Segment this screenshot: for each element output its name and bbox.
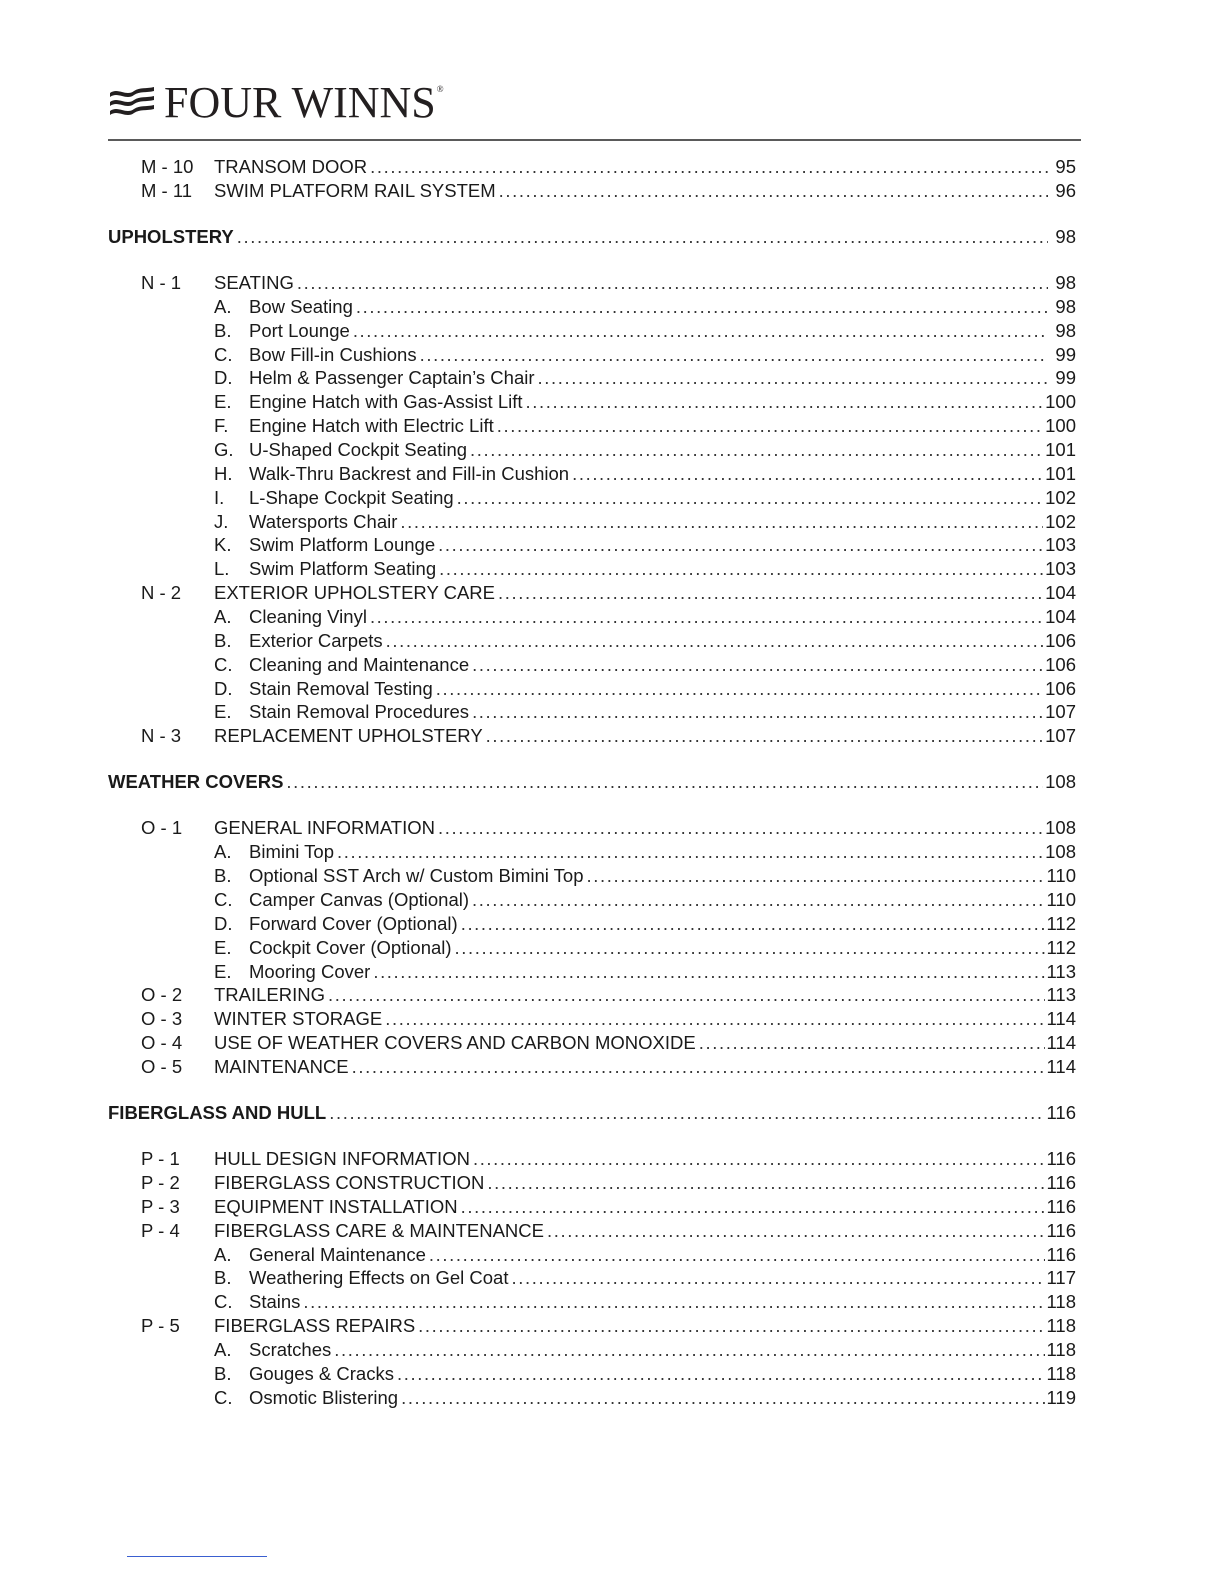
toc-entry-title-wrap xyxy=(214,725,483,747)
toc-entry-title: WINTER STORAGE xyxy=(214,1008,383,1030)
toc-dot-leader xyxy=(498,582,1043,604)
toc-entry-code: P - 5 xyxy=(141,1315,180,1337)
toc-dot-leader xyxy=(587,865,1045,887)
toc-page-number: 116 xyxy=(1046,1172,1076,1193)
toc-entry-title: Osmotic Blistering xyxy=(249,1386,399,1408)
toc-entry[interactable] xyxy=(108,558,1076,582)
toc-entry-letter: I. xyxy=(214,486,225,508)
toc-entry-title: Stain Removal Testing xyxy=(249,677,433,699)
toc-entry[interactable] xyxy=(108,701,1076,725)
toc-entry-title: REPLACEMENT UPHOLSTERY xyxy=(214,725,483,747)
toc-entry-title-wrap xyxy=(214,1339,331,1361)
toc-entry-title-wrap xyxy=(214,913,458,935)
toc-entry-code: O - 4 xyxy=(141,1032,183,1054)
toc-entry-title-wrap xyxy=(214,463,569,485)
toc-dot-leader xyxy=(436,678,1043,700)
toc-entry-title: FIBERGLASS CONSTRUCTION xyxy=(214,1172,485,1193)
toc-entry-title: Bow Fill-in Cushions xyxy=(249,343,417,365)
toc-entry-title: U-Shaped Cockpit Seating xyxy=(249,439,468,460)
toc-dot-leader xyxy=(401,1387,1044,1409)
toc-dot-leader xyxy=(455,937,1045,959)
toc-entry-title-wrap xyxy=(108,771,283,793)
toc-page-number: 98 xyxy=(1055,319,1076,341)
toc-entry-title: Helm & Passenger Captain’s Chair xyxy=(249,367,535,389)
toc-entry[interactable] xyxy=(108,1008,1076,1032)
toc-entry[interactable] xyxy=(108,841,1076,865)
toc-dot-leader xyxy=(353,320,1048,342)
toc-entry-title-wrap xyxy=(214,1032,696,1054)
toc-dot-leader xyxy=(497,415,1043,437)
toc-entry-letter: F. xyxy=(214,415,229,437)
toc-entry[interactable] xyxy=(108,463,1076,487)
toc-dot-leader xyxy=(547,1220,1045,1242)
toc-entry-title: EXTERIOR UPHOLSTERY CARE xyxy=(214,582,495,604)
toc-entry-letter: C. xyxy=(214,343,233,365)
toc-dot-leader xyxy=(400,511,1043,533)
toc-entry-title: Cleaning Vinyl xyxy=(249,606,367,627)
toc-entry[interactable] xyxy=(108,511,1076,535)
toc-entry[interactable] xyxy=(108,913,1076,937)
toc-entry-letter: C. xyxy=(214,1386,233,1408)
toc-dot-leader xyxy=(473,1148,1045,1170)
toc-entry-title: Cockpit Cover (Optional) xyxy=(249,936,452,958)
toc-dot-leader xyxy=(538,367,1048,389)
toc-entry-code: M - 11 xyxy=(141,179,193,201)
toc-dot-leader xyxy=(328,984,1044,1006)
toc-page-number: 102 xyxy=(1045,510,1076,532)
toc-entry[interactable] xyxy=(108,1315,1076,1339)
toc-page-number: 106 xyxy=(1045,629,1076,651)
toc-page-number: 119 xyxy=(1046,1386,1076,1408)
toc-entry[interactable] xyxy=(108,320,1076,344)
toc-entry-title: Weathering Effects on Gel Coat xyxy=(249,1267,509,1289)
toc-entry-title-wrap xyxy=(214,344,417,366)
toc-entry[interactable] xyxy=(108,1196,1076,1220)
toc-entry-title-wrap xyxy=(108,1102,326,1124)
toc-entry-title-wrap xyxy=(214,841,334,863)
toc-section-heading[interactable] xyxy=(108,771,1076,795)
toc-dot-leader xyxy=(385,1008,1044,1030)
toc-entry[interactable] xyxy=(108,725,1076,749)
toc-entry-title: Watersports Chair xyxy=(249,510,398,532)
toc-entry-title-wrap xyxy=(214,701,469,723)
toc-entry-title-wrap xyxy=(214,1315,415,1337)
toc-entry-title-wrap xyxy=(108,226,234,248)
toc-entry-letter: A. xyxy=(214,841,232,863)
toc-page-number: 99 xyxy=(1055,367,1076,389)
brand-text: FOUR WINNS xyxy=(164,78,436,127)
toc-entry-title-wrap xyxy=(214,1008,382,1030)
toc-entry[interactable] xyxy=(108,487,1076,511)
toc-entry[interactable] xyxy=(108,367,1076,391)
toc-entry-title-wrap xyxy=(214,439,467,461)
toc-entry-title-wrap xyxy=(214,320,350,342)
toc-entry-code: O - 5 xyxy=(141,1055,183,1077)
toc-entry-letter: K. xyxy=(214,534,232,556)
toc-entry[interactable] xyxy=(108,1339,1076,1363)
toc-entry-letter: A. xyxy=(214,606,232,627)
toc-entry-title: UPHOLSTERY xyxy=(108,225,234,247)
toc-entry[interactable] xyxy=(108,817,1076,841)
toc-page-number: 114 xyxy=(1046,1055,1076,1077)
toc-dot-leader xyxy=(472,701,1043,723)
toc-page-number: 114 xyxy=(1046,1008,1076,1030)
toc-entry-title: Optional SST Arch w/ Custom Bimini Top xyxy=(249,865,584,887)
toc-entry[interactable] xyxy=(108,630,1076,654)
toc-entry-title: WEATHER COVERS xyxy=(108,771,284,793)
toc-entry-title-wrap xyxy=(214,889,469,911)
toc-entry[interactable] xyxy=(108,439,1076,463)
toc-page-number: 114 xyxy=(1046,1032,1076,1054)
toc-entry-title: Forward Cover (Optional) xyxy=(249,912,458,934)
toc-entry[interactable] xyxy=(108,889,1076,913)
toc-entry-title-wrap xyxy=(214,1267,509,1289)
toc-entry-title: Stains xyxy=(249,1291,301,1313)
toc-page-number: 118 xyxy=(1046,1362,1076,1384)
toc-entry-title-wrap xyxy=(214,180,496,202)
toc-dot-leader xyxy=(512,1267,1045,1289)
toc-dot-leader xyxy=(386,630,1043,652)
toc-entry[interactable] xyxy=(108,678,1076,702)
toc-entry-title-wrap xyxy=(214,937,452,959)
toc-page-number: 110 xyxy=(1046,865,1076,887)
toc-page-number: 96 xyxy=(1055,179,1076,201)
toc-dot-leader xyxy=(370,606,1043,628)
toc-page-number: 98 xyxy=(1055,225,1076,247)
toc-dot-leader xyxy=(461,913,1045,935)
toc-dot-leader xyxy=(439,558,1043,580)
toc-entry-title-wrap xyxy=(214,1291,300,1313)
toc-entry-title: EQUIPMENT INSTALLATION xyxy=(214,1195,458,1217)
toc-entry-title: SWIM PLATFORM RAIL SYSTEM xyxy=(214,179,496,201)
toc-entry-title-wrap xyxy=(214,1244,426,1266)
toc-entry[interactable] xyxy=(108,296,1076,320)
toc-entry-code: N - 1 xyxy=(141,272,182,294)
toc-entry[interactable] xyxy=(108,1244,1076,1268)
toc-dot-leader xyxy=(526,391,1044,413)
toc-entry-title: Engine Hatch with Gas-Assist Lift xyxy=(249,391,523,413)
toc-entry[interactable] xyxy=(108,156,1076,180)
toc-section-heading[interactable] xyxy=(108,1102,1076,1126)
toc-entry[interactable] xyxy=(108,1387,1076,1411)
toc-dot-leader xyxy=(499,180,1048,202)
toc-entry-title: Gouges & Cracks xyxy=(249,1362,394,1384)
toc-dot-leader xyxy=(572,463,1043,485)
toc-entry-code: P - 1 xyxy=(141,1148,180,1170)
toc-entry-title: FIBERGLASS REPAIRS xyxy=(214,1315,416,1337)
toc-page-number: 113 xyxy=(1046,984,1076,1006)
toc-entry-title-wrap xyxy=(214,534,435,556)
toc-entry-title: FIBERGLASS CARE & MAINTENANCE xyxy=(214,1219,544,1241)
toc-entry[interactable] xyxy=(108,180,1076,204)
toc-dot-leader xyxy=(487,1172,1044,1194)
toc-entry-title: Swim Platform Seating xyxy=(249,558,437,580)
toc-entry[interactable] xyxy=(108,984,1076,1008)
toc-entry[interactable] xyxy=(108,582,1076,606)
toc-entry-title: Scratches xyxy=(249,1338,332,1360)
toc-entry-title: SEATING xyxy=(214,272,294,294)
toc-page-number: 116 xyxy=(1046,1101,1076,1123)
toc-entry[interactable] xyxy=(108,865,1076,889)
toc-dot-leader xyxy=(472,889,1044,911)
toc-entry-title: TRAILERING xyxy=(214,984,326,1006)
toc-page-number: 118 xyxy=(1046,1315,1076,1337)
toc-entry[interactable] xyxy=(108,534,1076,558)
toc-dot-leader xyxy=(237,226,1048,248)
toc-page-number: 116 xyxy=(1046,1195,1076,1217)
toc-page-number: 117 xyxy=(1046,1267,1076,1289)
toc-dot-leader xyxy=(356,296,1048,318)
toc-entry-code: N - 3 xyxy=(141,725,182,747)
toc-entry-letter: C. xyxy=(214,653,233,675)
toc-entry-letter: B. xyxy=(214,629,232,651)
toc-entry-title-wrap xyxy=(214,415,494,437)
toc-entry-letter: G. xyxy=(214,439,234,460)
toc-entry-title-wrap xyxy=(214,1148,470,1170)
toc-entry-code: P - 3 xyxy=(141,1195,180,1217)
toc-entry[interactable] xyxy=(108,1267,1076,1291)
toc-entry-title: Mooring Cover xyxy=(249,960,371,982)
toc-dot-leader xyxy=(699,1032,1045,1054)
toc-entry-title-wrap xyxy=(214,961,370,983)
toc-page-number: 99 xyxy=(1055,343,1076,365)
toc-entry[interactable] xyxy=(108,961,1076,985)
toc-entry-code: P - 2 xyxy=(141,1172,180,1193)
toc-dot-leader xyxy=(418,1315,1044,1337)
toc-entry-title-wrap xyxy=(214,984,325,1006)
toc-page-number: 98 xyxy=(1055,295,1076,317)
toc-entry-title-wrap xyxy=(214,817,435,839)
toc-entry-letter: A. xyxy=(214,1338,232,1360)
toc-entry-letter: A. xyxy=(214,1243,232,1265)
toc-page-number: 113 xyxy=(1046,960,1076,982)
toc-dot-leader xyxy=(373,961,1044,983)
toc-entry-title: Bow Seating xyxy=(249,295,353,317)
toc-page-number: 108 xyxy=(1045,771,1076,793)
toc-entry-title: Port Lounge xyxy=(249,319,350,341)
toc-dot-leader xyxy=(420,344,1048,366)
brand-header xyxy=(108,78,444,127)
toc-entry-title: GENERAL INFORMATION xyxy=(214,817,435,839)
toc-entry-letter: D. xyxy=(214,677,233,699)
toc-page-number: 108 xyxy=(1045,841,1076,863)
toc-dot-leader xyxy=(329,1102,1044,1124)
toc-dot-leader xyxy=(334,1339,1044,1361)
toc-section-heading[interactable] xyxy=(108,226,1076,250)
toc-entry-letter: E. xyxy=(214,391,232,413)
toc-entry-title-wrap xyxy=(214,654,469,676)
toc-dot-leader xyxy=(457,487,1043,509)
toc-dot-leader xyxy=(486,725,1043,747)
toc-entry-code: O - 1 xyxy=(141,817,183,839)
toc-page-number: 106 xyxy=(1045,677,1076,699)
toc-dot-leader xyxy=(337,841,1043,863)
toc-entry-title: USE OF WEATHER COVERS AND CARBON MONOXIDE xyxy=(214,1032,696,1054)
toc-entry-letter: B. xyxy=(214,319,232,341)
toc-entry-letter: C. xyxy=(214,889,233,910)
toc-entry-title: Stain Removal Procedures xyxy=(249,701,470,723)
toc-entry-letter: B. xyxy=(214,1362,232,1384)
toc-page-number: 112 xyxy=(1046,912,1076,934)
toc-dot-leader xyxy=(470,439,1043,461)
toc-page-number: 107 xyxy=(1045,725,1076,747)
toc-entry-title: MAINTENANCE xyxy=(214,1055,349,1077)
toc-page-number: 101 xyxy=(1045,462,1076,484)
toc-entry-letter: E. xyxy=(214,936,232,958)
toc-page-number: 118 xyxy=(1046,1338,1076,1360)
toc-entry-title-wrap xyxy=(214,367,535,389)
toc-dot-leader xyxy=(286,771,1043,793)
toc-dot-leader xyxy=(438,817,1043,839)
toc-page-number: 95 xyxy=(1055,156,1076,177)
toc-entry-title: L-Shape Cockpit Seating xyxy=(249,486,454,508)
toc-page-number: 116 xyxy=(1046,1148,1076,1170)
toc-entry-title-wrap xyxy=(214,1172,484,1194)
toc-entry-title: FIBERGLASS AND HULL xyxy=(108,1101,327,1123)
toc-page-number: 101 xyxy=(1045,439,1076,460)
toc-entry-letter: C. xyxy=(214,1291,233,1313)
toc-entry-title: General Maintenance xyxy=(249,1243,426,1265)
toc-dot-leader xyxy=(472,654,1043,676)
toc-entry[interactable] xyxy=(108,415,1076,439)
toc-entry-title-wrap xyxy=(214,558,436,580)
toc-dot-leader xyxy=(397,1363,1045,1385)
toc-entry-title: Swim Platform Lounge xyxy=(249,534,436,556)
toc-dot-leader xyxy=(352,1056,1045,1078)
toc-page-number: 116 xyxy=(1046,1219,1076,1241)
toc-entry-code: M - 10 xyxy=(141,156,194,177)
toc-entry-title-wrap xyxy=(214,1363,394,1385)
toc-dot-leader xyxy=(370,156,1048,178)
toc-entry-title: HULL DESIGN INFORMATION xyxy=(214,1148,470,1170)
toc-entry-letter: L. xyxy=(214,558,230,580)
footer-link-underline xyxy=(127,1556,267,1557)
toc-entry[interactable] xyxy=(108,1172,1076,1196)
toc-entry-title-wrap xyxy=(214,511,397,533)
toc-page-number: 112 xyxy=(1046,936,1076,958)
waves-logo-icon xyxy=(108,83,156,123)
toc-page-number: 108 xyxy=(1045,817,1076,839)
toc-page-number: 103 xyxy=(1045,534,1076,556)
toc-page-number: 103 xyxy=(1045,558,1076,580)
toc-page-number: 100 xyxy=(1045,391,1076,413)
toc-entry[interactable] xyxy=(108,272,1076,296)
toc-entry[interactable] xyxy=(108,654,1076,678)
toc-entry-letter: B. xyxy=(214,865,232,887)
toc-entry-title-wrap xyxy=(214,630,383,652)
toc-entry-title-wrap xyxy=(214,272,294,294)
registered-mark: ® xyxy=(436,84,444,94)
toc-entry-letter: A. xyxy=(214,295,232,317)
toc-entry-code: P - 4 xyxy=(141,1219,180,1241)
toc-entry[interactable] xyxy=(108,1220,1076,1244)
toc-entry-title-wrap xyxy=(214,865,584,887)
toc-entry-code: O - 2 xyxy=(141,984,183,1006)
toc-entry[interactable] xyxy=(108,391,1076,415)
toc-entry[interactable] xyxy=(108,1032,1076,1056)
toc-entry-code: O - 3 xyxy=(141,1008,183,1030)
toc-dot-leader xyxy=(303,1291,1044,1313)
toc-page-number: 106 xyxy=(1045,653,1076,675)
toc-page-number: 118 xyxy=(1046,1291,1076,1313)
toc-entry-title-wrap xyxy=(214,487,454,509)
toc-entry-title-wrap xyxy=(214,606,367,628)
toc-entry[interactable] xyxy=(108,344,1076,368)
toc-page-number: 104 xyxy=(1045,582,1076,604)
brand-name xyxy=(164,78,444,127)
toc-entry[interactable] xyxy=(108,1056,1076,1080)
toc-entry-letter: B. xyxy=(214,1267,232,1289)
toc-entry-title-wrap xyxy=(214,1387,398,1409)
toc-dot-leader xyxy=(438,534,1043,556)
toc-entry-title-wrap xyxy=(214,296,353,318)
toc-entry-title-wrap xyxy=(214,391,523,413)
toc-entry-title: Camper Canvas (Optional) xyxy=(249,889,470,910)
toc-entry-letter: D. xyxy=(214,367,233,389)
toc-page-number: 107 xyxy=(1045,701,1076,723)
toc-entry-letter: H. xyxy=(214,462,233,484)
toc-entry[interactable] xyxy=(108,1148,1076,1172)
toc-entry-title-wrap xyxy=(214,678,433,700)
toc-entry-title: Cleaning and Maintenance xyxy=(249,653,470,675)
toc-entry-title-wrap xyxy=(214,1056,349,1078)
toc-page-number: 116 xyxy=(1046,1243,1076,1265)
toc-entry[interactable] xyxy=(108,937,1076,961)
toc-page-number: 102 xyxy=(1045,486,1076,508)
toc-entry-title: Exterior Carpets xyxy=(249,629,383,651)
header-rule xyxy=(108,139,1081,141)
toc-entry-title: TRANSOM DOOR xyxy=(214,156,368,177)
toc-entry-title: Bimini Top xyxy=(249,841,335,863)
toc-dot-leader xyxy=(297,272,1048,294)
toc-page-number: 100 xyxy=(1045,415,1076,437)
toc-entry-code: N - 2 xyxy=(141,582,182,604)
toc-dot-leader xyxy=(429,1244,1045,1266)
toc-entry-title: Walk-Thru Backrest and Fill-in Cushion xyxy=(249,462,570,484)
toc-entry[interactable] xyxy=(108,606,1076,630)
toc-entry-letter: J. xyxy=(214,510,229,532)
toc-entry-title: Engine Hatch with Electric Lift xyxy=(249,415,494,437)
toc-entry-title-wrap xyxy=(214,582,495,604)
toc-page-number: 98 xyxy=(1055,272,1076,294)
toc-entry[interactable] xyxy=(108,1291,1076,1315)
toc-page-number: 110 xyxy=(1046,889,1076,910)
toc-entry-title-wrap xyxy=(214,1220,544,1242)
toc-entry-title-wrap xyxy=(214,1196,458,1218)
toc-entry-letter: E. xyxy=(214,701,232,723)
toc-page-number: 104 xyxy=(1045,606,1076,627)
toc-entry-title-wrap xyxy=(214,156,367,178)
toc-dot-leader xyxy=(461,1196,1045,1218)
toc-entry-letter: D. xyxy=(214,912,233,934)
toc-entry[interactable] xyxy=(108,1363,1076,1387)
toc-entry-letter: E. xyxy=(214,960,232,982)
